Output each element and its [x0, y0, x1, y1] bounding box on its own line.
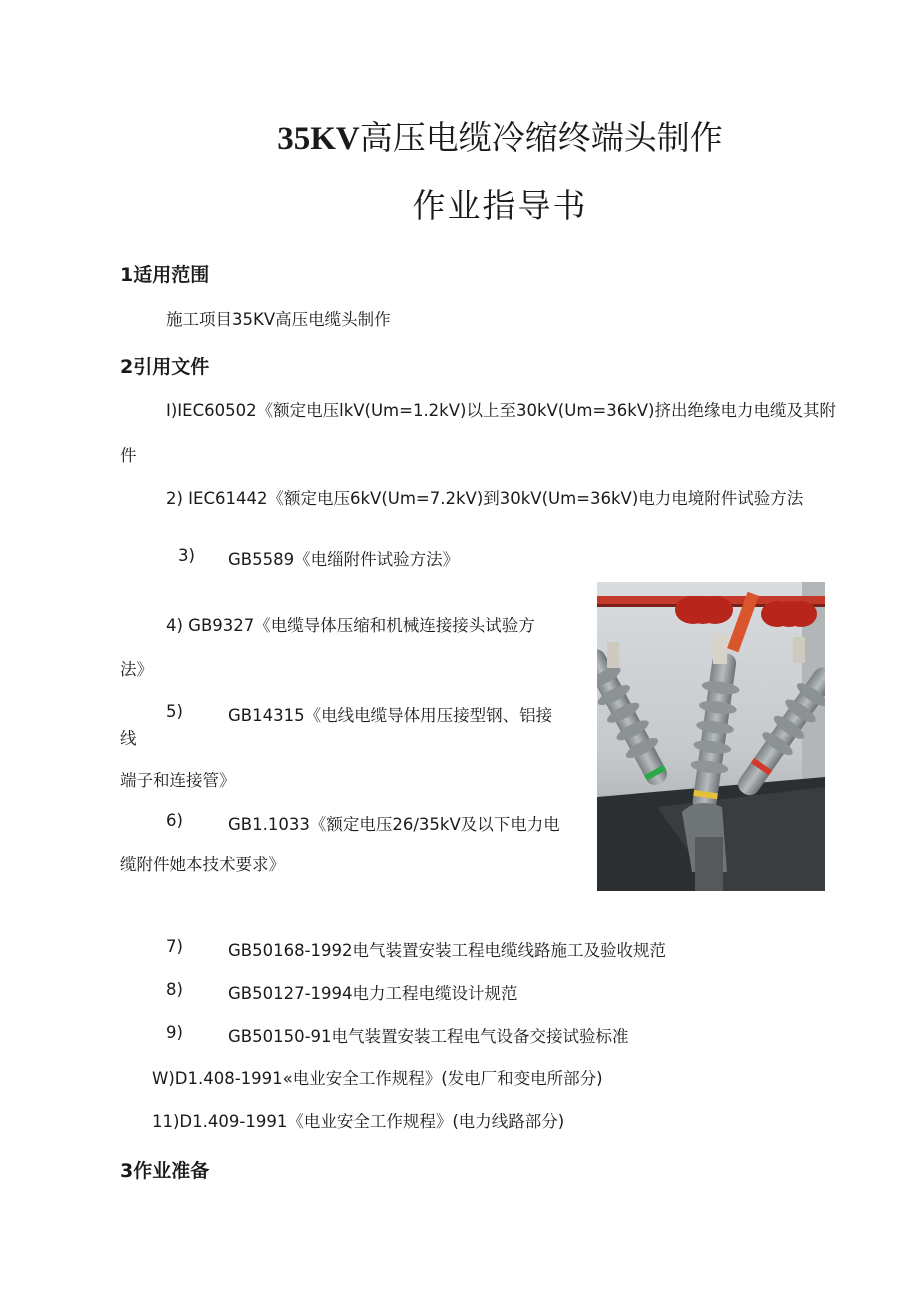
section2-heading: 2引用文件	[120, 356, 210, 378]
reference-item-4-cont: 法》	[120, 660, 153, 679]
section1-body: 施工项目35KV高压电缆头制作	[166, 310, 391, 329]
reference-item-5-number: 5)	[166, 702, 183, 721]
reference-item-8-number: 8)	[166, 980, 183, 999]
reference-item-9: GB50150-91电气装置安装工程电气设备交接试验标准	[228, 1027, 629, 1046]
reference-item-5-cont: 线	[120, 729, 137, 748]
reference-item-9-number: 9)	[166, 1023, 183, 1042]
section1-heading: 1适用范围	[120, 264, 210, 286]
reference-item-6: GB1.1033《额定电压26∕35kV及以下电力电	[228, 815, 560, 834]
reference-item-3-number: 3)	[178, 546, 195, 565]
reference-item-3: GB5589《电缁附件试验方法》	[228, 550, 460, 569]
reference-item-7: GB50168-1992电气装置安装工程电缆线路施工及验收规范	[228, 941, 667, 960]
reference-item-6-number: 6)	[166, 811, 183, 830]
document-title-line2: 作业指导书	[412, 186, 588, 225]
reference-item-6-cont: 缆附件她本技术要求》	[120, 855, 285, 874]
reference-item-5: GB14315《电线电缆导体用压接型钢、铝接	[228, 706, 553, 725]
reference-item-5-cont2: 端子和连接管》	[120, 771, 236, 790]
cable-termination-photo	[597, 582, 825, 891]
reference-item-10: W)D1.408-1991«电业安全工作规程》(发电厂和变电所部分)	[152, 1069, 603, 1088]
reference-item-1-cont: 件	[120, 446, 137, 465]
reference-item-11: 11)D1.409-1991《电业安全工作规程》(电力线路部分)	[152, 1112, 565, 1131]
reference-item-4: 4) GB9327《电缆导体压缩和机械连接接头试验方	[166, 616, 535, 635]
document-title-line1: 35KV高压电缆冷缩终端头制作	[277, 118, 723, 157]
reference-item-7-number: 7)	[166, 937, 183, 956]
reference-item-2: 2) IEC61442《额定电压6kV(Um=7.2kV)到30kV(Um=36kV)电力电境附件试验方法	[166, 489, 804, 508]
reference-item-8: GB50127-1994电力工程电缆设计规范	[228, 984, 518, 1003]
section3-heading: 3作业准备	[120, 1160, 210, 1182]
reference-item-1: I)IEC60502《额定电压lkV(Um=1.2kV)以上至30kV(Um=36kV)挤出绝缘电力电缆及其附	[166, 401, 836, 420]
